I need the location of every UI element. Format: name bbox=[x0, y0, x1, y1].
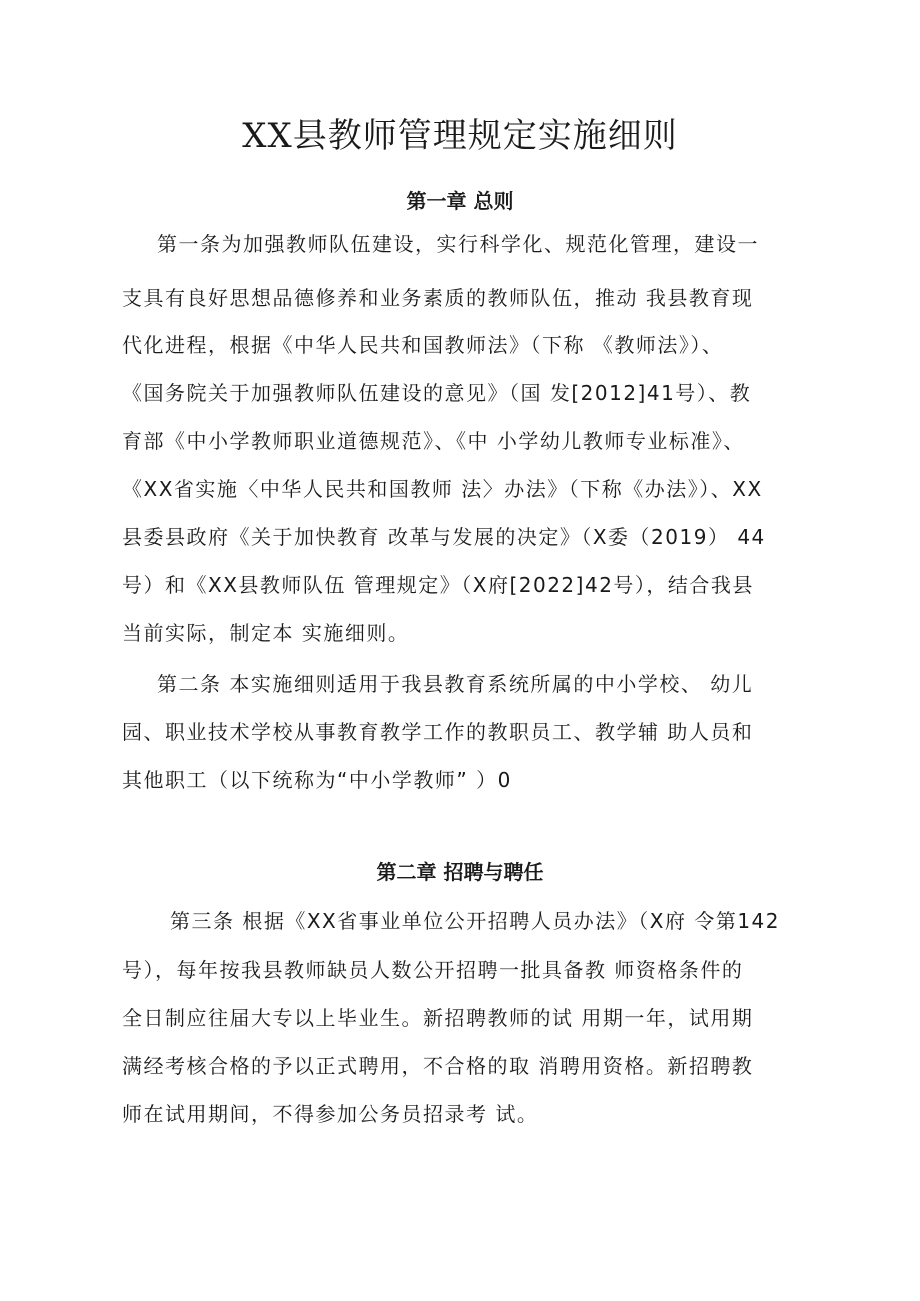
article-line: 师在试用期间，不得参加公务员招录考 试。 bbox=[122, 1102, 539, 1126]
article-line: 第一条为加强教师队伍建设，实行科学化、规范化管理，建设一 bbox=[157, 232, 759, 256]
article-line: 当前实际，制定本 实施细则。 bbox=[122, 621, 410, 645]
article-line: 育部《中小学教师职业道德规范》、《中 小学幼儿教师专业标准》、 bbox=[122, 429, 745, 453]
article-line: 号）和《XX县教师队伍 管理规定》（X府[2022]42号），结合我县 bbox=[122, 573, 754, 597]
article-line: 支具有良好思想品德修养和业务素质的教师队伍，推动 我县教育现 bbox=[122, 286, 754, 310]
chapter-heading-1: 第一章 总则 bbox=[406, 189, 514, 213]
article-line: 《国务院关于加强教师队伍建设的意见》（国 发[2012]41号）、教 bbox=[122, 381, 752, 405]
article-line: 满经考核合格的予以正式聘用，不合格的取 消聘用资格。新招聘教 bbox=[122, 1054, 754, 1078]
article-line: 园、职业技术学校从事教育教学工作的教职员工、教学辅 助人员和 bbox=[122, 720, 754, 744]
article-line: 第二条 本实施细则适用于我县教育系统所属的中小学校、 幼儿 bbox=[157, 672, 754, 696]
article-line: 全日制应往届大专以上毕业生。新招聘教师的试 用期一年，试用期 bbox=[122, 1006, 754, 1030]
article-line: 《XX省实施〈中华人民共和国教师 法〉办法》（下称《办法》）、XX bbox=[122, 477, 763, 501]
article-line: 县委县政府《关于加快教育 改革与发展的决定》（X委（2019） 44 bbox=[122, 525, 766, 549]
document-title: XX县教师管理规定实施细则 bbox=[242, 116, 678, 156]
chapter-heading-2: 第二章 招聘与聘任 bbox=[376, 860, 544, 884]
article-line: 第三条 根据《XX省事业单位公开招聘人员办法》（X府 令第142 bbox=[170, 909, 780, 933]
article-line: 其他职工（以下统称为“中小学教师” ）0 bbox=[122, 768, 512, 792]
article-line: 号），每年按我县教师缺员人数公开招聘一批具备教 师资格条件的 bbox=[122, 958, 744, 982]
article-line: 代化进程，根据《中华人民共和国教师法》（下称 《教师法》）、 bbox=[122, 333, 724, 357]
